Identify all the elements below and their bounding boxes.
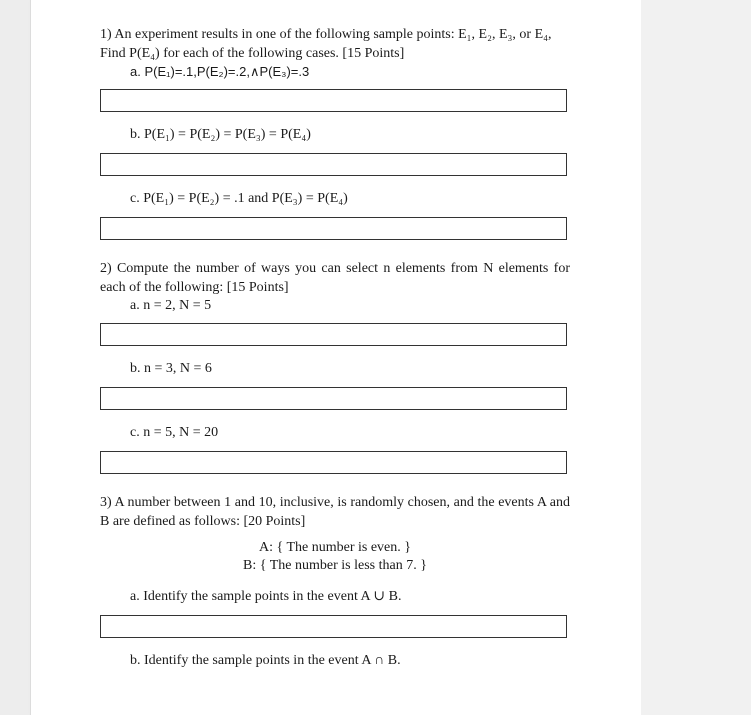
q2c-answer-input[interactable]: [100, 451, 567, 474]
q2-text: 2) Compute the number of ways you can select n elements from N elements for each of the following: [15 Points]: [100, 261, 570, 295]
q1-line1: 1) An experiment results in one of the following sample points: E₁, E₂, E₃, or E₄,: [100, 27, 552, 42]
q1c-answer-input[interactable]: [100, 217, 567, 240]
q1-part-c: c. P(E₁) = P(E₂) = .1 and P(E₃) = P(E₄): [130, 191, 348, 206]
q1-line2: Find P(E₄) for each of the following cases. [15 Points]: [100, 46, 405, 61]
q3-event-a: A: { The number is even. }: [259, 540, 411, 555]
q2b-answer-input[interactable]: [100, 387, 567, 410]
q1a-answer-input[interactable]: [100, 89, 567, 112]
q1-part-a: a. P(E₁)=.1,P(E₂)=.2,∧P(E₃)=.3: [130, 64, 310, 79]
q2-part-c: c. n = 5, N = 20: [130, 425, 219, 440]
q2-part-b: b. n = 3, N = 6: [130, 361, 212, 376]
q3-part-b: b. Identify the sample points in the event A ∩ B.: [130, 653, 401, 668]
q3a-answer-input[interactable]: [100, 615, 567, 638]
q3-event-b: B: { The number is less than 7. }: [243, 558, 427, 573]
q1b-answer-input[interactable]: [100, 153, 567, 176]
q1-part-b: b. P(E₁) = P(E₂) = P(E₃) = P(E₄): [130, 127, 311, 142]
q3-text: 3) A number between 1 and 10, inclusive, is randomly chosen, and the events A and B are defined as follows: [20 Points]: [100, 495, 570, 529]
q2a-answer-input[interactable]: [100, 323, 567, 346]
q2-part-a: a. n = 2, N = 5: [130, 298, 212, 313]
right-margin: [641, 0, 751, 715]
q3-part-a: a. Identify the sample points in the event A ∪ B.: [130, 589, 402, 604]
